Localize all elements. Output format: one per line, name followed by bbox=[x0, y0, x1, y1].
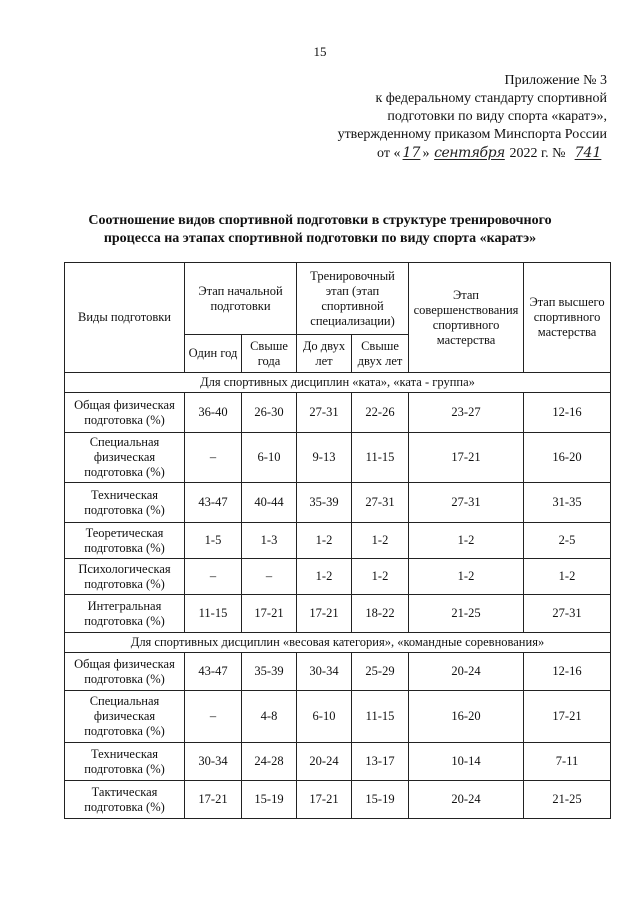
date-year: 2022 г. № bbox=[509, 146, 566, 161]
table-cell: 25-29 bbox=[352, 653, 409, 691]
table-row bbox=[65, 595, 611, 633]
header-types: Виды подготовки bbox=[65, 263, 185, 373]
appendix-line: к федеральному стандарту спортивной bbox=[375, 91, 607, 106]
table-cell: 6-10 bbox=[297, 691, 352, 743]
table-cell: 43-47 bbox=[185, 653, 242, 691]
table-cell: 20-24 bbox=[409, 781, 524, 819]
table-cell: 40-44 bbox=[242, 483, 297, 523]
table-cell: 27-31 bbox=[352, 483, 409, 523]
table-cell: 30-34 bbox=[297, 653, 352, 691]
header-up-to-two: До двух лет bbox=[297, 335, 352, 373]
table-cell: 1-2 bbox=[524, 559, 611, 595]
appendix-date-line bbox=[277, 144, 607, 163]
table-cell: 13-17 bbox=[352, 743, 409, 781]
table-cell: – bbox=[185, 559, 242, 595]
table-cell: 1-2 bbox=[297, 523, 352, 559]
row-label: Специальная физическая подготовка (%) bbox=[65, 691, 185, 743]
table-cell: 20-24 bbox=[409, 653, 524, 691]
table-row bbox=[65, 433, 611, 483]
table-cell: 16-20 bbox=[524, 433, 611, 483]
handwritten-day: 17 bbox=[402, 145, 421, 161]
table-cell: 31-35 bbox=[524, 483, 611, 523]
header-improvement-stage: Этап совершенствования спортивного мастерства bbox=[409, 263, 524, 373]
table-cell: 1-2 bbox=[352, 559, 409, 595]
section-row bbox=[65, 633, 611, 653]
table-cell: 11-15 bbox=[352, 691, 409, 743]
row-label: Общая физическая подготовка (%) bbox=[65, 653, 185, 691]
header-over-year: Свыше года bbox=[242, 335, 297, 373]
appendix-line: подготовки по виду спорта «каратэ», bbox=[387, 109, 607, 124]
table-cell: 1-2 bbox=[352, 523, 409, 559]
table-cell: 1-3 bbox=[242, 523, 297, 559]
appendix-header bbox=[277, 72, 607, 163]
title-line: Соотношение видов спортивной подготовки в структуре тренировочного bbox=[88, 213, 552, 228]
section-heading: Для спортивных дисциплин «весовая категория», «командные соревнования» bbox=[65, 633, 611, 653]
table-cell: 12-16 bbox=[524, 393, 611, 433]
table-cell: 16-20 bbox=[409, 691, 524, 743]
table-cell: 27-31 bbox=[297, 393, 352, 433]
section-heading: Для спортивных дисциплин «ката», «ката - группа» bbox=[65, 373, 611, 393]
table-cell: 11-15 bbox=[352, 433, 409, 483]
appendix-title: Приложение № 3 bbox=[504, 73, 607, 88]
table-cell: 15-19 bbox=[242, 781, 297, 819]
row-label: Техническая подготовка (%) bbox=[65, 483, 185, 523]
table-row bbox=[65, 483, 611, 523]
table-cell: 9-13 bbox=[297, 433, 352, 483]
date-prefix: от « bbox=[377, 146, 401, 161]
table-cell: 4-8 bbox=[242, 691, 297, 743]
table-cell: 35-39 bbox=[242, 653, 297, 691]
page-number: 15 bbox=[313, 44, 327, 59]
table-cell: – bbox=[242, 559, 297, 595]
table-cell: 17-21 bbox=[409, 433, 524, 483]
training-ratio-table bbox=[64, 262, 611, 819]
table-cell: 15-19 bbox=[352, 781, 409, 819]
header-training-stage: Тренировочный этап (этап спортивной специализации) bbox=[297, 263, 409, 335]
row-label: Интегральная подготовка (%) bbox=[65, 595, 185, 633]
row-label: Общая физическая подготовка (%) bbox=[65, 393, 185, 433]
table-row bbox=[65, 559, 611, 595]
row-label: Тактическая подготовка (%) bbox=[65, 781, 185, 819]
table-row bbox=[65, 653, 611, 691]
table-cell: – bbox=[185, 433, 242, 483]
table-cell: 22-26 bbox=[352, 393, 409, 433]
table-cell: 43-47 bbox=[185, 483, 242, 523]
table-cell: 11-15 bbox=[185, 595, 242, 633]
table-cell: 35-39 bbox=[297, 483, 352, 523]
table-cell: 18-22 bbox=[352, 595, 409, 633]
date-mid: » bbox=[422, 146, 430, 161]
row-label: Психологическая подготовка (%) bbox=[65, 559, 185, 595]
row-label: Специальная физическая подготовка (%) bbox=[65, 433, 185, 483]
table-cell: 17-21 bbox=[524, 691, 611, 743]
table-cell: 27-31 bbox=[409, 483, 524, 523]
table-cell: 30-34 bbox=[185, 743, 242, 781]
table-cell: 17-21 bbox=[297, 595, 352, 633]
section-row bbox=[65, 373, 611, 393]
handwritten-month: сентября bbox=[434, 145, 505, 161]
table-cell: 6-10 bbox=[242, 433, 297, 483]
table-cell: 2-5 bbox=[524, 523, 611, 559]
table-cell: 1-5 bbox=[185, 523, 242, 559]
table-cell: 20-24 bbox=[297, 743, 352, 781]
table-cell: 17-21 bbox=[242, 595, 297, 633]
header-highest-stage: Этап высшего спортивного мастерства bbox=[524, 263, 611, 373]
table-row bbox=[65, 781, 611, 819]
table-row bbox=[65, 743, 611, 781]
handwritten-order-number: 741 bbox=[574, 145, 602, 161]
table-cell: 27-31 bbox=[524, 595, 611, 633]
table-cell: 24-28 bbox=[242, 743, 297, 781]
table-cell: – bbox=[185, 691, 242, 743]
table-cell: 1-2 bbox=[297, 559, 352, 595]
table-cell: 7-11 bbox=[524, 743, 611, 781]
title-line: процесса на этапах спортивной подготовки по виду спорта «каратэ» bbox=[103, 231, 537, 246]
table-cell: 36-40 bbox=[185, 393, 242, 433]
appendix-line: утвержденному приказом Минспорта России bbox=[337, 127, 607, 142]
table-cell: 10-14 bbox=[409, 743, 524, 781]
table-cell: 17-21 bbox=[185, 781, 242, 819]
table-cell: 26-30 bbox=[242, 393, 297, 433]
table-row bbox=[65, 393, 611, 433]
header-initial-stage: Этап начальной подготовки bbox=[185, 263, 297, 335]
table-cell: 1-2 bbox=[409, 559, 524, 595]
table-cell: 12-16 bbox=[524, 653, 611, 691]
table-cell: 21-25 bbox=[524, 781, 611, 819]
header-over-two: Свыше двух лет bbox=[352, 335, 409, 373]
row-label: Техническая подготовка (%) bbox=[65, 743, 185, 781]
table-row bbox=[65, 691, 611, 743]
table-cell: 21-25 bbox=[409, 595, 524, 633]
row-label: Теоретическая подготовка (%) bbox=[65, 523, 185, 559]
table-row bbox=[65, 523, 611, 559]
table-cell: 23-27 bbox=[409, 393, 524, 433]
header-one-year: Один год bbox=[185, 335, 242, 373]
table-cell: 1-2 bbox=[409, 523, 524, 559]
document-title bbox=[0, 212, 640, 248]
table-cell: 17-21 bbox=[297, 781, 352, 819]
